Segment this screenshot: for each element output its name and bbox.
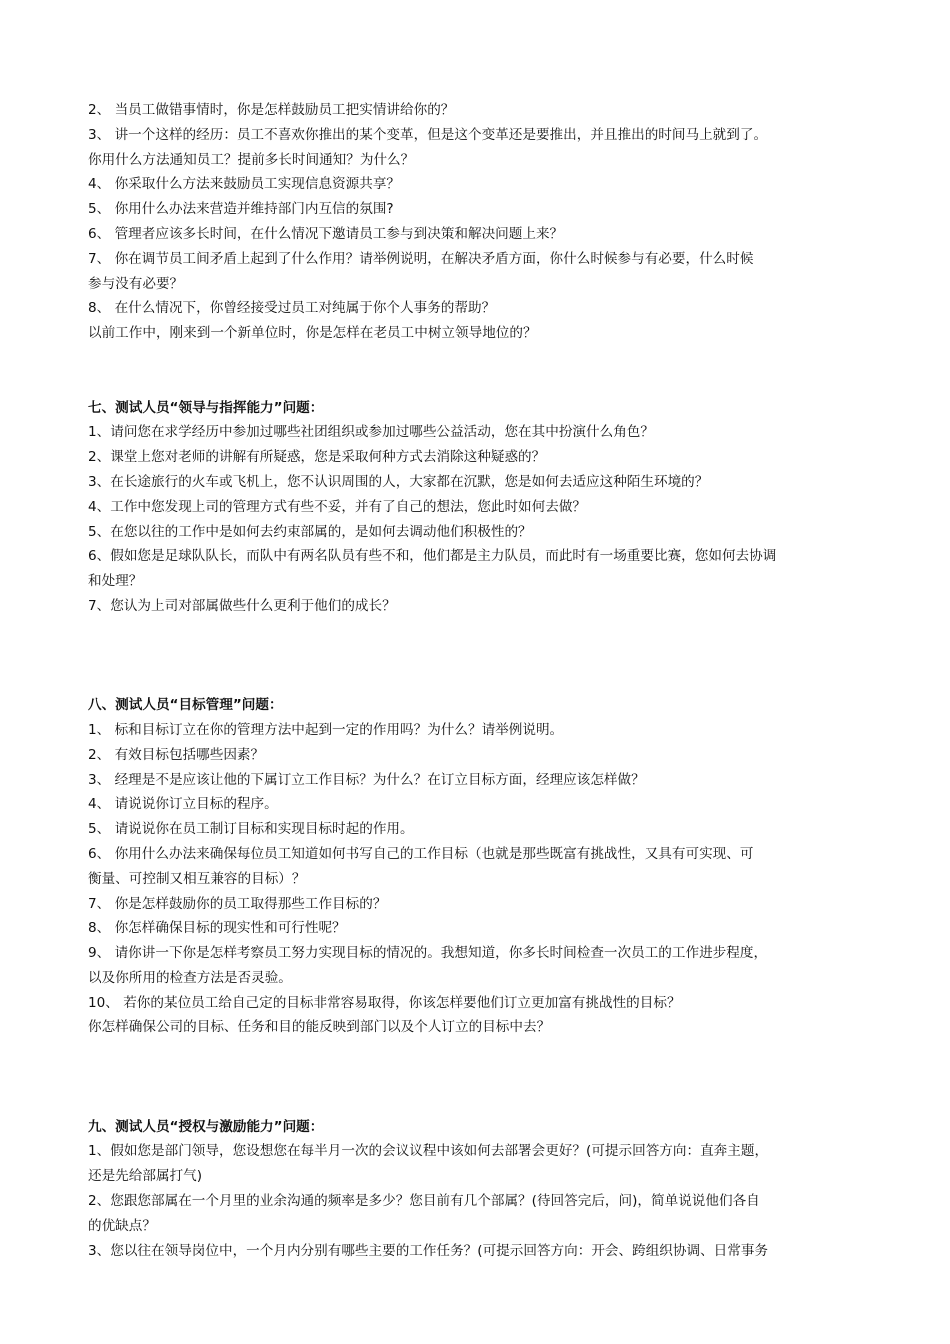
question-line: 1、 标和目标订立在你的管理方法中起到一定的作用吗？为什么？请举例说明。: [88, 721, 564, 738]
question-line: 你用什么方法通知员工？提前多长时间通知？为什么？: [88, 151, 415, 168]
question-line: 衡量、可控制又相互兼容的目标）？: [88, 870, 306, 887]
question-line: 4、 你采取什么方法来鼓励员工实现信息资源共享？: [88, 176, 401, 193]
question-line: 4、 请说说你订立目标的程序。: [88, 796, 278, 813]
question-line: 6、 你用什么办法来确保每位员工知道如何书写自己的工作目标（也就是那些既富有挑战性，又具有可实现、可: [88, 845, 754, 862]
section-spacer: [88, 1040, 874, 1114]
section-heading: 八、测试人员“目标管理”问题：: [88, 697, 283, 714]
question-line: 2、 有效目标包括哪些因素？: [88, 746, 265, 763]
document-page: [88, 98, 874, 1263]
section-heading: 七、测试人员“领导与指挥能力”问题：: [88, 399, 324, 416]
section-7: [88, 396, 874, 619]
question-line: 6、 管理者应该多长时间，在什么情况下邀请员工参与到决策和解决问题上来？: [88, 225, 564, 242]
question-line: 还是先给部属打气): [88, 1168, 203, 1185]
question-line: 3、 经理是不是应该让他的下属订立工作目标？为什么？在订立目标方面，经理应该怎样做？: [88, 771, 645, 788]
question-line: 5、 你用什么办法来营造并维持部门内互信的氛围?: [88, 201, 394, 218]
question-line: 2、 当员工做错事情时，你是怎样鼓励员工把实情讲给你的？: [88, 102, 455, 118]
question-line: 7、您认为上司对部属做些什么更利于他们的成长？: [88, 597, 396, 614]
question-line: 1、请问您在求学经历中参加过哪些社团组织或参加过哪些公益活动，您在其中扮演什么角色？: [88, 424, 654, 441]
section-previous: [88, 98, 874, 346]
question-line: 3、 讲一个这样的经历：员工不喜欢你推出的某个变革，但是这个变革还是要推出，并且推出的时间马上就到了。: [88, 126, 768, 143]
question-line: 7、 你是怎样鼓励你的员工取得那些工作目标的？: [88, 895, 387, 912]
question-line: 4、工作中您发现上司的管理方式有些不妥，并有了自己的想法，您此时如何去做？: [88, 498, 587, 515]
question-line: 6、假如您是足球队队长，而队中有两名队员有些不和，他们都是主力队员，而此时有一场重要比赛，您如何去协调: [88, 548, 777, 565]
question-line: 8、 你怎样确保目标的现实性和可行性呢？: [88, 920, 346, 937]
section-spacer: [88, 346, 874, 396]
section-8: [88, 693, 874, 1040]
question-line: 5、 请说说你在员工制订目标和实现目标时起的作用。: [88, 821, 414, 838]
question-line: 以及你所用的检查方法是否灵验。: [88, 969, 292, 986]
section-spacer: [88, 619, 874, 693]
question-line: 3、您以往在领导岗位中，一个月内分别有哪些主要的工作任务？(可提示回答方向：开会、跨组织协调、日常事务: [88, 1242, 769, 1259]
question-line: 10、 若你的某位员工给自己定的目标非常容易取得，你该怎样要他们订立更加富有挑战性的目标？: [88, 994, 681, 1011]
question-line: 和处理？: [88, 573, 143, 590]
question-line: 1、假如您是部门领导，您设想您在每半月一次的会议议程中该如何去部署会更好？(可提示回答方向：直奔主题，: [88, 1143, 769, 1160]
question-line: 2、您跟您部属在一个月里的业余沟通的频率是多少？您目前有几个部属？(待回答完后，问)，简单说说他们各自: [88, 1193, 760, 1210]
question-line: 2、课堂上您对老师的讲解有所疑惑，您是采取何种方式去消除这种疑惑的？: [88, 449, 546, 466]
section-9: [88, 1115, 874, 1264]
question-line: 参与没有必要？: [88, 275, 184, 292]
question-line: 的优缺点？: [88, 1217, 156, 1234]
question-line: 8、 在什么情况下，你曾经接受过员工对纯属于你个人事务的帮助？: [88, 300, 496, 317]
section-heading: 九、测试人员“授权与激励能力”问题：: [88, 1118, 324, 1135]
question-line: 7、 你在调节员工间矛盾上起到了什么作用？请举例说明，在解决矛盾方面，你什么时候参与有必要，什么时候: [88, 250, 754, 267]
question-line: 9、 请你讲一下你是怎样考察员工努力实现目标的情况的。我想知道，你多长时间检查一次员工的工作进步程度，: [88, 945, 768, 962]
question-line: 你怎样确保公司的目标、任务和目的能反映到部门以及个人订立的目标中去？: [88, 1019, 551, 1036]
question-line: 以前工作中，刚来到一个新单位时，你是怎样在老员工中树立领导地位的？: [88, 325, 537, 342]
question-line: 5、在您以往的工作中是如何去约束部属的，是如何去调动他们积极性的？: [88, 523, 532, 540]
question-line: 3、在长途旅行的火车或飞机上，您不认识周围的人，大家都在沉默，您是如何去适应这种陌生环境的？: [88, 473, 709, 490]
